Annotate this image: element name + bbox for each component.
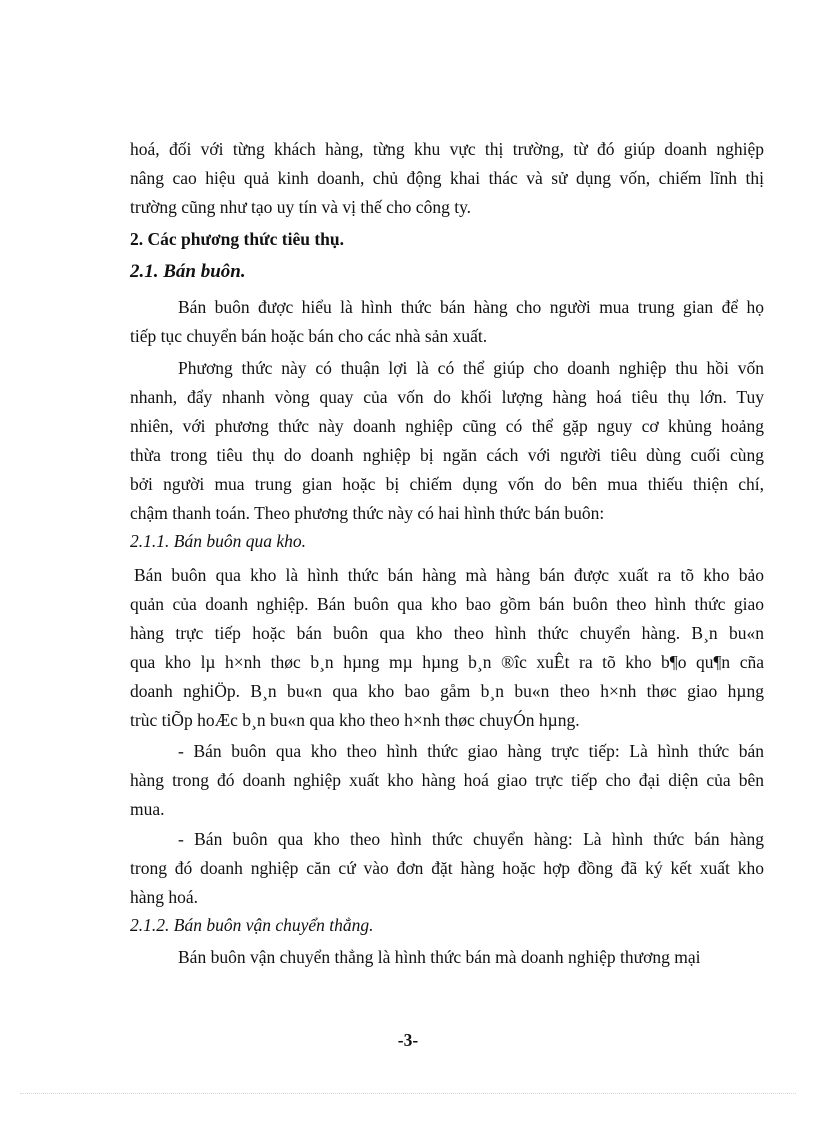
paragraph-line: trong đó doanh nghiệp căn cứ vào đơn đặt hàng hoặc hợp đồng đã ký kết xuất kho [130, 858, 764, 878]
paragraph-line: nhiên, với phương thức này doanh nghiệp cũng có thể gặp nguy cơ khủng hoảng [130, 416, 764, 436]
paragraph-line: - Bán buôn qua kho theo hình thức giao hàng trực tiếp: Là hình thức bán [178, 741, 764, 761]
paragraph-line: trùc tiÕp hoÆc b¸n bu«n qua kho theo h×nh thøc chuyÓn hµng. [130, 710, 580, 730]
paragraph-line: hàng trực tiếp hoặc bán buôn qua kho theo hình thức chuyển hàng. B¸n bu«n [130, 623, 764, 643]
paragraph-line: tiếp tục chuyển bán hoặc bán cho các nhà sản xuất. [130, 326, 488, 346]
paragraph-line: chậm thanh toán. Theo phương thức này có hai hình thức bán buôn: [130, 503, 605, 523]
paragraph-line: qua kho lµ h×nh thøc b¸n hµng mµ hµng b¸n ®îc xuÊt ra tõ kho b¶o qu¶n cña [130, 652, 764, 672]
sub-subsection-heading: 2.1.2. Bán buôn vận chuyển thẳng. [130, 915, 374, 935]
paragraph-line: nâng cao hiệu quả kinh doanh, chủ động khai thác và sử dụng vốn, chiếm lĩnh thị [130, 168, 764, 188]
subsection-heading: 2.1. Bán buôn. [130, 261, 246, 282]
paragraph-line: bởi người mua trung gian hoặc bị chiếm dụng vốn do bên mua thiếu thiện chí, [130, 474, 764, 494]
paragraph-line: hàng hoá. [130, 887, 199, 907]
paragraph-line: quản của doanh nghiệp. Bán buôn qua kho bao gồm bán buôn theo hình thức giao [130, 594, 764, 614]
page-number: -3- [397, 1030, 419, 1050]
paragraph-line: mua. [130, 799, 165, 819]
paragraph-line: Bán buôn qua kho là hình thức bán hàng mà hàng bán được xuất ra tõ kho bảo [134, 565, 764, 585]
sub-subsection-heading: 2.1.1. Bán buôn qua kho. [130, 531, 306, 551]
paragraph-line: trường cũng như tạo uy tín và vị thế cho công ty. [130, 197, 472, 217]
paragraph-line: nhanh, đẩy nhanh vòng quay của vốn do khối lượng hàng hoá tiêu thụ lớn. Tuy [130, 387, 764, 407]
paragraph-line: thừa trong tiêu thụ do doanh nghiệp bị ngăn cách với người tiêu dùng cuối cùng [130, 445, 764, 465]
section-heading: 2. Các phương thức tiêu thụ. [130, 229, 344, 249]
paragraph-line: doanh nghiÖp. B¸n bu«n qua kho bao gåm b¸n bu«n theo h×nh thøc giao hµng [130, 681, 764, 701]
paragraph-line: hoá, đối với từng khách hàng, từng khu vực thị trường, từ đó giúp doanh nghiệp [130, 139, 764, 159]
paragraph-line: Bán buôn được hiểu là hình thức bán hàng cho người mua trung gian để họ [178, 297, 764, 317]
paragraph-line: Phương thức này có thuận lợi là có thể giúp cho doanh nghiệp thu hồi vốn [178, 358, 764, 378]
paragraph-line: hàng trong đó doanh nghiệp xuất kho hàng hoá giao trực tiếp cho đại diện của bên [130, 770, 764, 790]
paragraph-line: - Bán buôn qua kho theo hình thức chuyển hàng: Là hình thức bán hàng [178, 829, 764, 849]
page-bottom-divider [20, 1093, 796, 1094]
paragraph-line: Bán buôn vận chuyển thẳng là hình thức bán mà doanh nghiệp thương mại [178, 947, 701, 967]
